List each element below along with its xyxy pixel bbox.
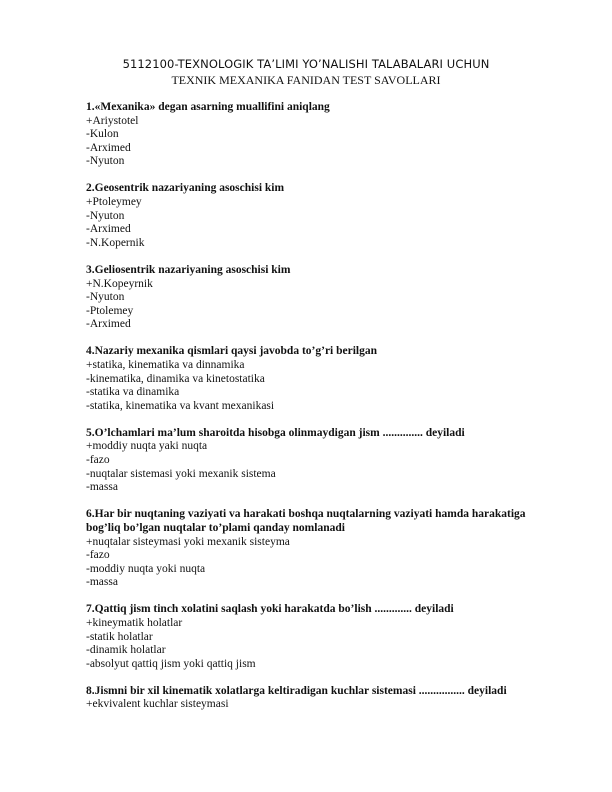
answer-option: -absolyut qattiq jism yoki qattiq jism: [86, 657, 256, 670]
question-text: 2.Geosentrik nazariyaning asoschisi kim: [86, 182, 285, 195]
answer-option: -Arximed: [86, 223, 131, 236]
answer-option: +nuqtalar sisteymasi yoki mexanik sisteyma: [86, 535, 290, 548]
question-text: 7.Qattiq jism tinch xolatini saqlash yoki harakatda bo’lish ............. deyiladi: [86, 603, 454, 616]
answer-option: -Ptolemey: [86, 304, 134, 317]
answer-option: -fazo: [86, 549, 110, 562]
question-8: [86, 685, 556, 712]
answer-option: -Nyuton: [86, 291, 125, 304]
question-2: [86, 182, 556, 250]
answer-option: -fazo: [86, 454, 110, 467]
answer-option: -massa: [86, 576, 118, 589]
answer-option: +moddiy nuqta yaki nuqta: [86, 440, 208, 453]
answer-option: -kinematika, dinamika va kinetostatika: [86, 372, 265, 385]
answer-option: -N.Kopernik: [86, 236, 145, 249]
question-text: 6.Har bir nuqtaning vaziyati va harakati boshqa nuqtalarning vaziyati hamda harakatiga bog’liq bo’lgan nuqtalar to’plami qanday nomlanadi: [86, 508, 526, 534]
answer-option: +N.Kopeyrnik: [86, 277, 153, 290]
question-3: [86, 264, 556, 332]
answer-option: -dinamik holatlar: [86, 644, 166, 657]
answer-option: -Nyuton: [86, 209, 125, 222]
answer-option: -Nyuton: [86, 155, 125, 168]
answer-option: -Arximed: [86, 141, 131, 154]
answer-option: -Arximed: [86, 318, 131, 331]
answer-option: +ekvivalent kuchlar sisteymasi: [86, 698, 229, 711]
question-text: 8.Jismni bir xil kinematik xolatlarga keltiradigan kuchlar sistemasi ................ deyiladi: [86, 684, 507, 697]
question-4: [86, 345, 556, 413]
question-text: 1.«Mexanika» degan asarning muallifini aniqlang: [86, 101, 330, 113]
document-title-line1: 5112100-TEXNOLOGIK TA’LIMI YO’NALISHI TALABALARI UCHUN: [122, 57, 490, 71]
answer-option: -massa: [86, 481, 118, 494]
question-5: [86, 427, 556, 495]
document-title-line2: TEXNIK MEXANIKA FANIDAN TEST SAVOLLARI: [171, 73, 441, 87]
answer-option: +Ariystotel: [86, 114, 139, 127]
question-text: 4.Nazariy mexanika qismlari qaysi javobda to’g’ri berilgan: [86, 345, 378, 358]
question-1: [86, 101, 556, 169]
answer-option: +Ptoleymey: [86, 196, 142, 209]
answer-option: +statika, kinematika va dinnamika: [86, 359, 245, 371]
answer-option: -statika va dinamika: [86, 386, 180, 399]
answer-option: -nuqtalar sistemasi yoki mexanik sistema: [86, 467, 276, 480]
answer-option: -statika, kinematika va kvant mexanikasi: [86, 399, 275, 412]
answer-option: -moddiy nuqta yoki nuqta: [86, 562, 206, 575]
question-7: [86, 603, 556, 671]
question-6: [86, 508, 556, 590]
answer-option: -statik holatlar: [86, 630, 153, 643]
question-text: 5.O’lchamlari ma’lum sharoitda hisobga olinmaydigan jism .............. deyiladi: [86, 426, 465, 439]
question-list: [86, 101, 556, 726]
answer-option: +kineymatik holatlar: [86, 617, 183, 629]
answer-option: -Kulon: [86, 128, 119, 141]
question-text: 3.Geliosentrik nazariyaning asoschisi kim: [86, 263, 291, 276]
